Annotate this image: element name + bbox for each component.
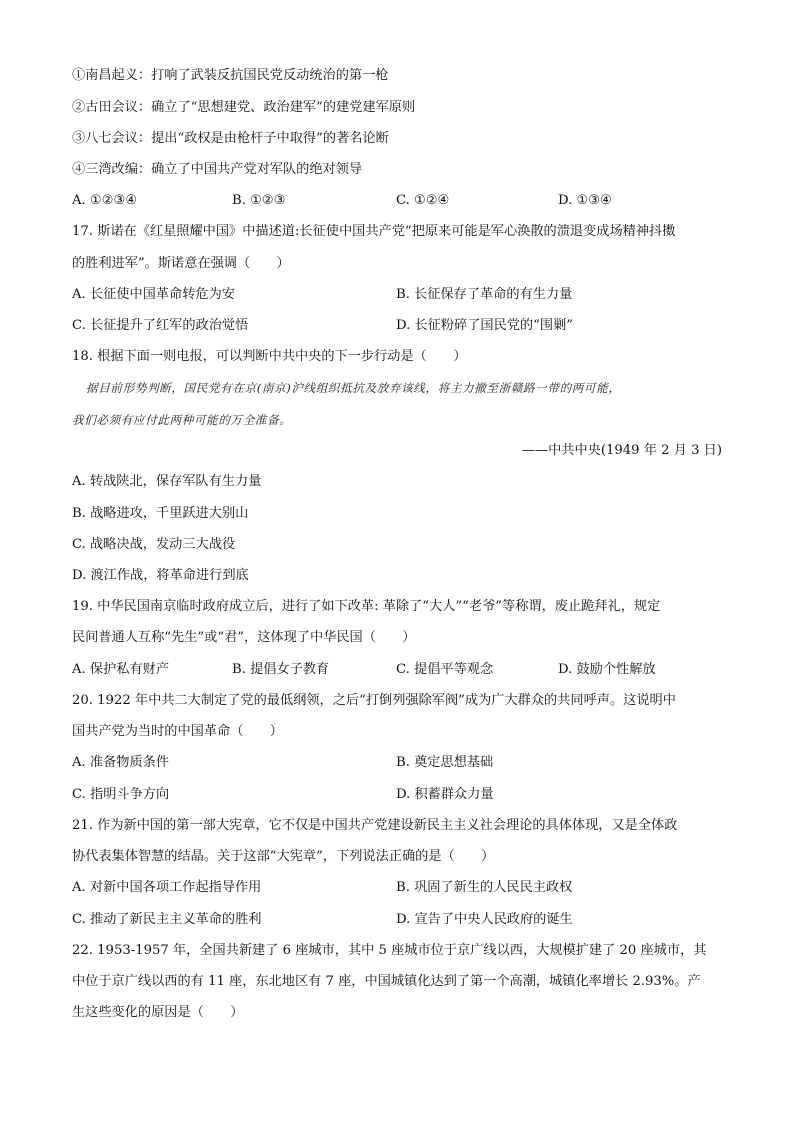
q18-telegram-source: ——中共中央(1949 年 2 月 3 日) bbox=[521, 443, 722, 458]
q19-option-d: D. 鼓励个性解放 bbox=[558, 662, 656, 677]
q20-option-d: D. 积蓄群众力量 bbox=[396, 787, 494, 802]
q16-option-a: A. ①②③④ bbox=[72, 193, 138, 208]
q18-option-c: C. 战略决战，发动三大战役 bbox=[72, 537, 236, 552]
q19-option-a: A. 保护私有财产 bbox=[72, 662, 170, 677]
q17-option-b: B. 长征保存了革命的有生力量 bbox=[396, 287, 573, 302]
q16-option-b: B. ①②③ bbox=[232, 193, 286, 208]
q18-telegram-line-2: 我们必须有应付此两种可能的万全准备。 bbox=[72, 413, 292, 427]
q18-telegram-line-1: 据目前形势判断，国民党有在京(南京)沪线组织抵抗及放弃该线，将主力撤至浙赣路一带的两可能， bbox=[86, 381, 621, 395]
q21-option-b: B. 巩固了新生的人民民主政权 bbox=[396, 880, 573, 895]
q18-option-d: D. 渡江作战，将革命进行到底 bbox=[72, 568, 249, 583]
q16-statement-4: ④三湾改编：确立了中国共产党对军队的绝对领导 bbox=[72, 162, 363, 177]
q16-statement-2: ②古田会议：确立了“思想建党、政治建军”的建党建军原则 bbox=[72, 100, 416, 115]
q20-stem-line-1: 20. 1922 年中共二大制定了党的最低纲领，之后“打倒列强除军阀”成为广大群众的共同呼声。这说明中 bbox=[72, 693, 676, 708]
q19-option-c: C. 提倡平等观念 bbox=[396, 662, 494, 677]
q19-stem-line-2: 民间普通人互称“先生”或“君”，这体现了中华民国（ ） bbox=[72, 630, 416, 645]
q22-stem-line-1: 22. 1953-1957 年，全国共新建了 6 座城市，其中 5 座城市位于京广线以西，大规模扩建了 20 座城市，其 bbox=[72, 943, 707, 958]
q18-option-b: B. 战略进攻，千里跃进大别山 bbox=[72, 506, 249, 521]
q20-option-a: A. 准备物质条件 bbox=[72, 755, 170, 770]
q18-option-a: A. 转战陕北，保存军队有生力量 bbox=[72, 474, 262, 489]
q16-option-c: C. ①②④ bbox=[396, 193, 450, 208]
q17-stem-line-2: 的胜利进军”。斯诺意在强调（ ） bbox=[72, 256, 290, 271]
q22-stem-line-2: 中位于京广线以西的有 11 座，东北地区有 7 座，中国城镇化达到了第一个高潮，城镇化率增长 2.93%。产 bbox=[72, 974, 701, 989]
q20-stem-line-2: 国共产党为当时的中国革命（ ） bbox=[72, 724, 283, 739]
q22-stem-line-3: 生这些变化的原因是（ ） bbox=[72, 1005, 244, 1020]
q16-option-d: D. ①③④ bbox=[558, 193, 612, 208]
q20-option-b: B. 奠定思想基础 bbox=[396, 755, 494, 770]
q21-option-a: A. 对新中国各项工作起指导作用 bbox=[72, 880, 262, 895]
q21-option-d: D. 宣告了中央人民政府的诞生 bbox=[396, 912, 573, 927]
q17-option-c: C. 长征提升了红军的政治觉悟 bbox=[72, 318, 249, 333]
q16-statement-3: ③八七会议：提出“政权是由枪杆子中取得”的著名论断 bbox=[72, 131, 389, 146]
q20-option-c: C. 指明斗争方向 bbox=[72, 787, 170, 802]
q18-stem: 18. 根据下面一则电报，可以判断中共中央的下一步行动是（ ） bbox=[72, 349, 467, 364]
q16-statement-1: ①南昌起义：打响了武装反抗国民党反动统治的第一枪 bbox=[72, 68, 389, 83]
q19-stem-line-1: 19. 中华民国南京临时政府成立后，进行了如下改革: 革除了“大人”“老爷”等称谓，废止跪拜礼，规定 bbox=[72, 599, 661, 614]
q21-option-c: C. 推动了新民主主义革命的胜利 bbox=[72, 912, 262, 927]
q17-option-a: A. 长征使中国革命转危为安 bbox=[72, 287, 235, 302]
q17-stem-line-1: 17. 斯诺在《红星照耀中国》中描述道:长征使中国共产党“把原来可能是军心涣散的溃退变成场精神抖擞 bbox=[72, 224, 676, 239]
q19-option-b: B. 提倡女子教育 bbox=[232, 662, 330, 677]
q21-stem-line-1: 21. 作为新中国的第一部大宪章，它不仅是中国共产党建设新民主主义社会理论的具体体现，又是全体政 bbox=[72, 818, 678, 833]
q17-option-d: D. 长征粉碎了国民党的“围剿” bbox=[396, 318, 574, 333]
q21-stem-line-2: 协代表集体智慧的结晶。关于这部“大宪章”，下列说法正确的是（ ） bbox=[72, 849, 495, 864]
